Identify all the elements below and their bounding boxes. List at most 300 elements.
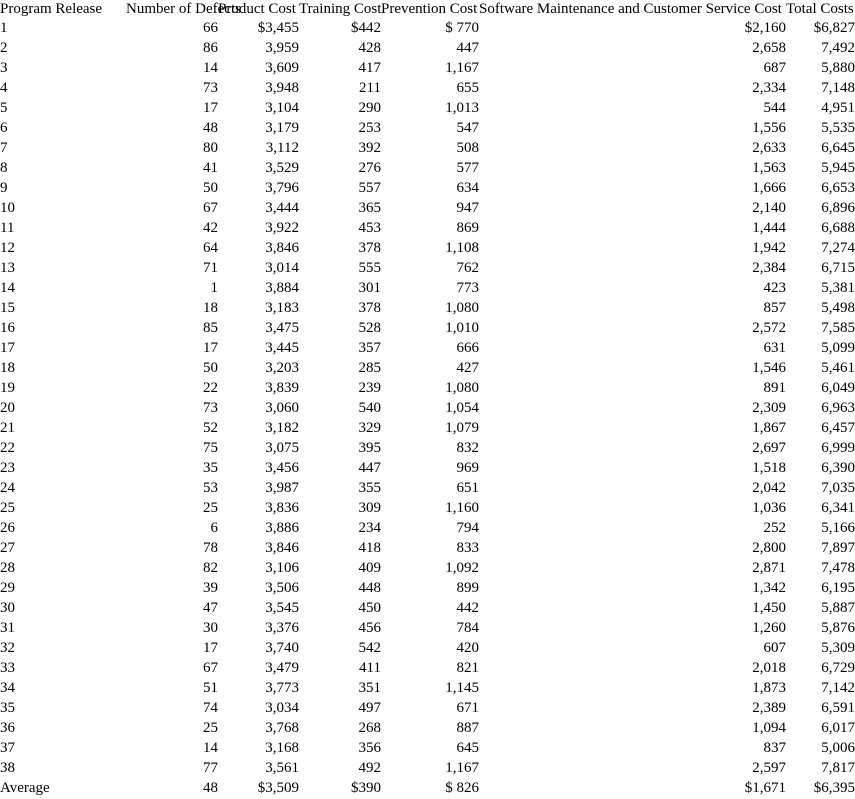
cell-product-cost: 3,846 (265, 540, 299, 556)
cell-product-cost: 3,104 (265, 100, 299, 116)
cell-number-of-defects: 22 (203, 380, 218, 396)
cell-number-of-defects: 41 (203, 160, 218, 176)
cell-program-release: 32 (0, 640, 15, 656)
cell-product-cost: 3,034 (265, 700, 299, 716)
cell-program-release: 35 (0, 700, 15, 716)
cell-training-cost: 428 (358, 40, 381, 56)
cell-maintenance-service-cost: 1,260 (752, 620, 786, 636)
cell-total-costs: $6,827 (813, 20, 855, 36)
cell-program-release: 33 (0, 660, 15, 676)
table-body (0, 18, 855, 798)
cell-training-cost: 378 (358, 300, 381, 316)
table-row (0, 58, 855, 78)
cell-maintenance-service-cost: 1,546 (752, 360, 786, 376)
cell-number-of-defects: 25 (203, 720, 218, 736)
cell-number-of-defects: 73 (203, 400, 218, 416)
cell-training-cost: 301 (358, 280, 381, 296)
cell-product-cost: 3,179 (265, 120, 299, 136)
cell-maintenance-service-cost: 1,873 (752, 680, 786, 696)
cell-prevention-cost: 1,013 (445, 100, 479, 116)
cell-total-costs: 7,585 (821, 320, 855, 336)
cell-program-release: 5 (0, 100, 8, 116)
cell-maintenance-service-cost: 1,666 (752, 180, 786, 196)
cell-training-cost: 355 (358, 480, 381, 496)
cell-prevention-cost: 1,092 (445, 560, 479, 576)
cell-maintenance-service-cost: 2,140 (752, 200, 786, 216)
cell-training-cost: 351 (358, 680, 381, 696)
cell-total-costs: 5,461 (821, 360, 855, 376)
cell-prevention-cost: 1,145 (445, 680, 479, 696)
cell-number-of-defects: 66 (203, 20, 218, 36)
cell-program-release: 13 (0, 260, 15, 276)
cell-prevention-cost: 508 (456, 140, 479, 156)
cell-total-costs: $6,395 (813, 780, 855, 796)
cell-number-of-defects: 67 (203, 660, 218, 676)
cell-product-cost: 3,112 (265, 140, 299, 156)
cell-number-of-defects: 39 (203, 580, 218, 596)
cell-number-of-defects: 53 (203, 480, 218, 496)
cell-training-cost: $442 (351, 20, 381, 36)
cell-total-costs: 7,142 (821, 680, 855, 696)
cell-training-cost: 211 (359, 80, 381, 96)
cell-maintenance-service-cost: 2,658 (752, 40, 786, 56)
cell-training-cost: 528 (358, 320, 381, 336)
cell-training-cost: 253 (358, 120, 381, 136)
table-row (0, 598, 855, 618)
cell-number-of-defects: 35 (203, 460, 218, 476)
table-row (0, 38, 855, 58)
cell-total-costs: 6,591 (821, 700, 855, 716)
cell-total-costs: 6,195 (821, 580, 855, 596)
cell-maintenance-service-cost: 1,444 (752, 220, 786, 236)
cell-product-cost: 3,075 (265, 440, 299, 456)
cell-prevention-cost: 887 (456, 720, 479, 736)
cell-prevention-cost: 1,054 (445, 400, 479, 416)
cell-product-cost: 3,506 (265, 580, 299, 596)
cell-product-cost: 3,796 (265, 180, 299, 196)
cell-maintenance-service-cost: 2,597 (752, 760, 786, 776)
table-row (0, 138, 855, 158)
cell-program-release: 14 (0, 280, 15, 296)
cell-maintenance-service-cost: 1,563 (752, 160, 786, 176)
cell-product-cost: 3,922 (265, 220, 299, 236)
table-row (0, 198, 855, 218)
cell-product-cost: $3,509 (257, 780, 299, 796)
cell-total-costs: 7,817 (821, 760, 855, 776)
cell-program-release: 29 (0, 580, 15, 596)
cell-training-cost: 365 (358, 200, 381, 216)
cell-prevention-cost: 666 (456, 340, 479, 356)
cell-maintenance-service-cost: 1,036 (752, 500, 786, 516)
table-row (0, 458, 855, 478)
cell-product-cost: 3,060 (265, 400, 299, 416)
cell-prevention-cost: 1,160 (445, 500, 479, 516)
cell-total-costs: 6,715 (821, 260, 855, 276)
cell-product-cost: 3,168 (265, 740, 299, 756)
cell-number-of-defects: 71 (203, 260, 218, 276)
cell-training-cost: 285 (358, 360, 381, 376)
cell-product-cost: 3,836 (265, 500, 299, 516)
cell-program-release: 37 (0, 740, 15, 756)
table-row (0, 338, 855, 358)
header-maintenance-service-cost: Software Maintenance and Customer Service Cost (479, 1, 782, 17)
cell-prevention-cost: 1,080 (445, 380, 479, 396)
cell-maintenance-service-cost: 631 (763, 340, 786, 356)
cell-program-release: 11 (0, 220, 15, 236)
cell-maintenance-service-cost: 2,389 (752, 700, 786, 716)
cell-program-release: 34 (0, 680, 15, 696)
cell-number-of-defects: 80 (203, 140, 218, 156)
cell-number-of-defects: 14 (203, 60, 218, 76)
cell-program-release: 1 (0, 20, 8, 36)
table-row (0, 498, 855, 518)
table-row (0, 698, 855, 718)
table-row (0, 758, 855, 778)
cell-number-of-defects: 17 (203, 100, 218, 116)
cell-product-cost: 3,740 (265, 640, 299, 656)
cell-total-costs: 5,099 (821, 340, 855, 356)
cell-product-cost: 3,203 (265, 360, 299, 376)
cell-training-cost: 456 (358, 620, 381, 636)
cell-training-cost: $390 (351, 780, 381, 796)
table-row (0, 78, 855, 98)
cell-total-costs: 5,381 (821, 280, 855, 296)
cell-total-costs: 4,951 (821, 100, 855, 116)
cell-number-of-defects: 14 (203, 740, 218, 756)
cell-prevention-cost: 821 (456, 660, 479, 676)
table-row (0, 618, 855, 638)
cell-training-cost: 540 (358, 400, 381, 416)
cell-total-costs: 6,729 (821, 660, 855, 676)
cell-training-cost: 492 (358, 760, 381, 776)
cell-product-cost: 3,475 (265, 320, 299, 336)
cell-training-cost: 276 (358, 160, 381, 176)
cell-program-release: 26 (0, 520, 15, 536)
cell-number-of-defects: 74 (203, 700, 218, 716)
cell-number-of-defects: 42 (203, 220, 218, 236)
cell-prevention-cost: 547 (456, 120, 479, 136)
header-product-cost: Product Cost (218, 1, 296, 17)
cell-total-costs: 5,876 (821, 620, 855, 636)
cell-product-cost: 3,987 (265, 480, 299, 496)
cell-prevention-cost: 762 (456, 260, 479, 276)
cell-training-cost: 268 (358, 720, 381, 736)
cell-product-cost: 3,444 (265, 200, 299, 216)
cell-program-release: 17 (0, 340, 15, 356)
cell-training-cost: 557 (358, 180, 381, 196)
table-row (0, 578, 855, 598)
cell-prevention-cost: 427 (456, 360, 479, 376)
cell-prevention-cost: 1,010 (445, 320, 479, 336)
cell-training-cost: 418 (358, 540, 381, 556)
cell-total-costs: 6,963 (821, 400, 855, 416)
cell-number-of-defects: 17 (203, 340, 218, 356)
cell-total-costs: 6,896 (821, 200, 855, 216)
table-row (0, 658, 855, 678)
cell-prevention-cost: 645 (456, 740, 479, 756)
cell-total-costs: 5,166 (821, 520, 855, 536)
cell-product-cost: 3,106 (265, 560, 299, 576)
cell-number-of-defects: 50 (203, 180, 218, 196)
cell-program-release: 18 (0, 360, 15, 376)
table-row (0, 178, 855, 198)
summary-row-average (0, 778, 855, 798)
cell-training-cost: 239 (358, 380, 381, 396)
cell-prevention-cost: 794 (456, 520, 479, 536)
cell-program-release: Average (0, 780, 50, 796)
table-row (0, 298, 855, 318)
cell-training-cost: 392 (358, 140, 381, 156)
cell-total-costs: 5,880 (821, 60, 855, 76)
cell-training-cost: 411 (359, 660, 381, 676)
cell-training-cost: 290 (358, 100, 381, 116)
cell-maintenance-service-cost: 837 (763, 740, 786, 756)
cell-program-release: 38 (0, 760, 15, 776)
cell-total-costs: 5,309 (821, 640, 855, 656)
cell-program-release: 28 (0, 560, 15, 576)
table-row (0, 418, 855, 438)
cell-maintenance-service-cost: 687 (763, 60, 786, 76)
cell-training-cost: 378 (358, 240, 381, 256)
cell-maintenance-service-cost: 2,018 (752, 660, 786, 676)
cell-product-cost: $3,455 (257, 20, 299, 36)
cell-training-cost: 453 (358, 220, 381, 236)
cell-product-cost: 3,846 (265, 240, 299, 256)
cell-number-of-defects: 1 (210, 280, 218, 296)
cell-program-release: 7 (0, 140, 8, 156)
table-row (0, 398, 855, 418)
cell-maintenance-service-cost: 423 (763, 280, 786, 296)
cell-total-costs: 5,006 (821, 740, 855, 756)
cell-total-costs: 6,645 (821, 140, 855, 156)
cell-product-cost: 3,182 (265, 420, 299, 436)
cell-product-cost: 3,545 (265, 600, 299, 616)
cell-maintenance-service-cost: 2,334 (752, 80, 786, 96)
cell-number-of-defects: 17 (203, 640, 218, 656)
cell-product-cost: 3,445 (265, 340, 299, 356)
cell-total-costs: 5,498 (821, 300, 855, 316)
cell-training-cost: 329 (358, 420, 381, 436)
cell-product-cost: 3,479 (265, 660, 299, 676)
table-row (0, 438, 855, 458)
cell-maintenance-service-cost: 857 (763, 300, 786, 316)
cell-training-cost: 356 (358, 740, 381, 756)
cell-maintenance-service-cost: 2,042 (752, 480, 786, 496)
cell-total-costs: 6,457 (821, 420, 855, 436)
cell-maintenance-service-cost: 2,384 (752, 260, 786, 276)
cell-program-release: 6 (0, 120, 8, 136)
cell-prevention-cost: 1,167 (445, 60, 479, 76)
cell-product-cost: 3,609 (265, 60, 299, 76)
cell-program-release: 25 (0, 500, 15, 516)
cell-prevention-cost: 1,079 (445, 420, 479, 436)
cell-maintenance-service-cost: 544 (763, 100, 786, 116)
cell-program-release: 23 (0, 460, 15, 476)
cell-training-cost: 309 (358, 500, 381, 516)
cell-training-cost: 542 (358, 640, 381, 656)
cell-program-release: 22 (0, 440, 15, 456)
cell-prevention-cost: 869 (456, 220, 479, 236)
cell-total-costs: 6,999 (821, 440, 855, 456)
cell-training-cost: 497 (358, 700, 381, 716)
cell-prevention-cost: 442 (456, 600, 479, 616)
table-row (0, 538, 855, 558)
cell-maintenance-service-cost: 1,867 (752, 420, 786, 436)
cell-maintenance-service-cost: 2,871 (752, 560, 786, 576)
cell-prevention-cost: 899 (456, 580, 479, 596)
cell-prevention-cost: 832 (456, 440, 479, 456)
header-training-cost: Training Cost (299, 1, 382, 17)
cell-prevention-cost: 1,080 (445, 300, 479, 316)
cell-program-release: 9 (0, 180, 8, 196)
table-row (0, 678, 855, 698)
cell-training-cost: 357 (358, 340, 381, 356)
cell-total-costs: 7,478 (821, 560, 855, 576)
cell-total-costs: 7,274 (821, 240, 855, 256)
cell-program-release: 4 (0, 80, 8, 96)
cell-total-costs: 7,035 (821, 480, 855, 496)
cell-prevention-cost: 947 (456, 200, 479, 216)
table-row (0, 558, 855, 578)
cell-prevention-cost: $ 770 (445, 20, 479, 36)
cell-total-costs: 7,148 (821, 80, 855, 96)
cell-total-costs: 6,653 (821, 180, 855, 196)
table-row (0, 318, 855, 338)
cell-number-of-defects: 75 (203, 440, 218, 456)
cell-prevention-cost: 969 (456, 460, 479, 476)
header-total-costs: Total Costs (786, 1, 854, 17)
cell-maintenance-service-cost: 1,518 (752, 460, 786, 476)
cell-total-costs: 7,492 (821, 40, 855, 56)
cell-maintenance-service-cost: 252 (763, 520, 786, 536)
cell-product-cost: 3,456 (265, 460, 299, 476)
cell-program-release: 36 (0, 720, 15, 736)
cell-prevention-cost: 577 (456, 160, 479, 176)
table-row (0, 478, 855, 498)
cell-total-costs: 5,945 (821, 160, 855, 176)
cell-prevention-cost: 634 (456, 180, 479, 196)
table-row (0, 98, 855, 118)
cell-number-of-defects: 51 (203, 680, 218, 696)
cell-number-of-defects: 86 (203, 40, 218, 56)
cell-training-cost: 395 (358, 440, 381, 456)
cell-training-cost: 450 (358, 600, 381, 616)
cell-maintenance-service-cost: $1,671 (744, 780, 786, 796)
cell-total-costs: 6,049 (821, 380, 855, 396)
cell-product-cost: 3,014 (265, 260, 299, 276)
cell-prevention-cost: 773 (456, 280, 479, 296)
table-row (0, 638, 855, 658)
table-row (0, 118, 855, 138)
cell-product-cost: 3,886 (265, 520, 299, 536)
cell-product-cost: 3,839 (265, 380, 299, 396)
cell-program-release: 12 (0, 240, 15, 256)
cell-product-cost: 3,959 (265, 40, 299, 56)
cell-total-costs: 7,897 (821, 540, 855, 556)
cell-prevention-cost: 420 (456, 640, 479, 656)
table-row (0, 378, 855, 398)
cell-prevention-cost: 671 (456, 700, 479, 716)
cell-number-of-defects: 25 (203, 500, 218, 516)
cell-number-of-defects: 18 (203, 300, 218, 316)
table-row (0, 518, 855, 538)
table-row (0, 158, 855, 178)
cell-maintenance-service-cost: 891 (763, 380, 786, 396)
cell-prevention-cost: 447 (456, 40, 479, 56)
cell-number-of-defects: 82 (203, 560, 218, 576)
cell-training-cost: 447 (358, 460, 381, 476)
cell-training-cost: 409 (358, 560, 381, 576)
cell-maintenance-service-cost: 1,556 (752, 120, 786, 136)
table-row (0, 278, 855, 298)
cell-program-release: 27 (0, 540, 15, 556)
cell-program-release: 30 (0, 600, 15, 616)
table-row (0, 238, 855, 258)
cell-total-costs: 6,390 (821, 460, 855, 476)
cell-total-costs: 6,341 (821, 500, 855, 516)
cell-program-release: 2 (0, 40, 8, 56)
cell-maintenance-service-cost: 1,450 (752, 600, 786, 616)
cell-total-costs: 6,017 (821, 720, 855, 736)
cell-product-cost: 3,773 (265, 680, 299, 696)
cell-total-costs: 5,887 (821, 600, 855, 616)
cell-program-release: 16 (0, 320, 15, 336)
cell-prevention-cost: 784 (456, 620, 479, 636)
cell-training-cost: 555 (358, 260, 381, 276)
cell-number-of-defects: 30 (203, 620, 218, 636)
cell-training-cost: 448 (358, 580, 381, 596)
cell-maintenance-service-cost: $2,160 (744, 20, 786, 36)
cell-product-cost: 3,561 (265, 760, 299, 776)
cell-number-of-defects: 67 (203, 200, 218, 216)
cell-prevention-cost: 1,108 (445, 240, 479, 256)
table-row (0, 258, 855, 278)
cell-number-of-defects: 52 (203, 420, 218, 436)
table-row (0, 738, 855, 758)
cell-number-of-defects: 50 (203, 360, 218, 376)
cell-training-cost: 234 (358, 520, 381, 536)
cell-prevention-cost: 651 (456, 480, 479, 496)
cell-maintenance-service-cost: 607 (763, 640, 786, 656)
cell-prevention-cost: 1,167 (445, 760, 479, 776)
cell-product-cost: 3,884 (265, 280, 299, 296)
cell-program-release: 20 (0, 400, 15, 416)
cell-total-costs: 5,535 (821, 120, 855, 136)
cell-program-release: 21 (0, 420, 15, 436)
cell-maintenance-service-cost: 2,800 (752, 540, 786, 556)
cell-program-release: 19 (0, 380, 15, 396)
header-number-of-defects: Number of Defects (126, 1, 241, 17)
cell-maintenance-service-cost: 2,309 (752, 400, 786, 416)
cell-program-release: 3 (0, 60, 8, 76)
cell-program-release: 24 (0, 480, 15, 496)
cell-number-of-defects: 48 (203, 120, 218, 136)
cell-program-release: 15 (0, 300, 15, 316)
header-prevention-cost: Prevention Cost (381, 1, 478, 17)
cell-product-cost: 3,183 (265, 300, 299, 316)
cell-prevention-cost: $ 826 (445, 780, 479, 796)
header-row (0, 0, 855, 18)
cell-prevention-cost: 833 (456, 540, 479, 556)
cell-product-cost: 3,376 (265, 620, 299, 636)
cell-program-release: 31 (0, 620, 15, 636)
cell-total-costs: 6,688 (821, 220, 855, 236)
cell-maintenance-service-cost: 2,633 (752, 140, 786, 156)
cell-program-release: 8 (0, 160, 8, 176)
cell-maintenance-service-cost: 2,697 (752, 440, 786, 456)
table-row (0, 358, 855, 378)
cell-number-of-defects: 73 (203, 80, 218, 96)
